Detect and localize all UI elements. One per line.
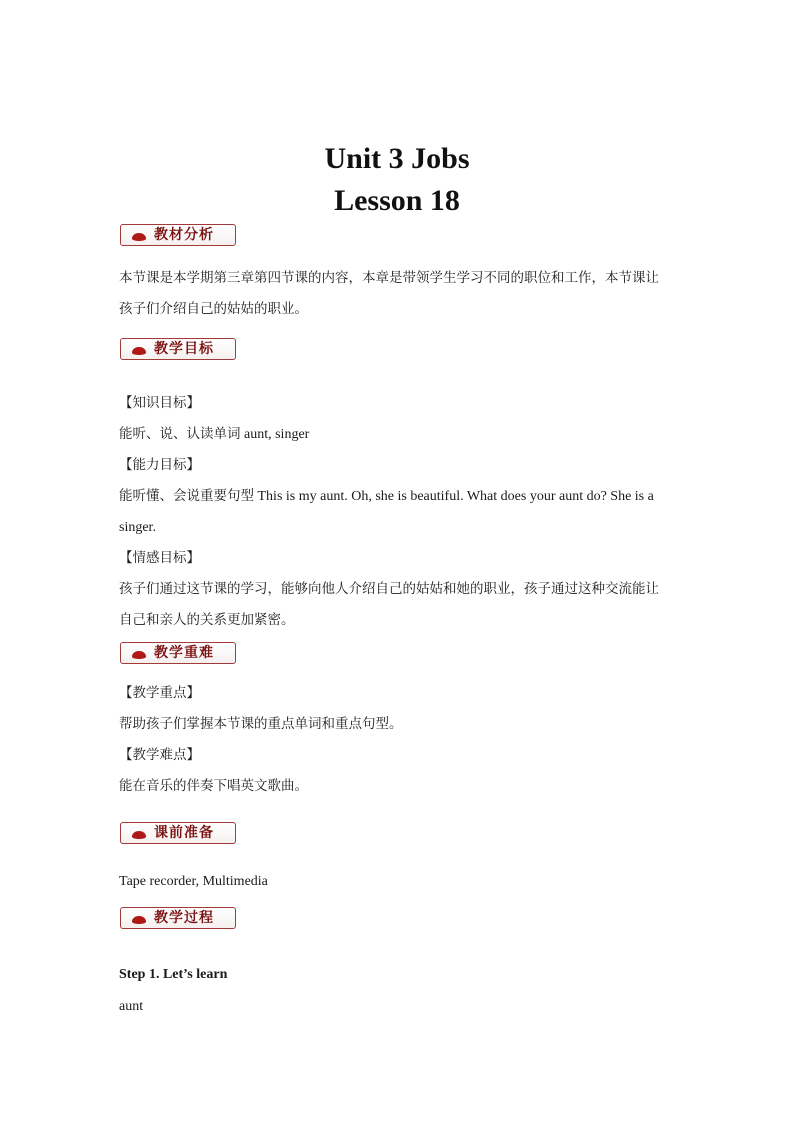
section-label: 教学过程 — [154, 910, 214, 926]
section-label: 课前准备 — [154, 825, 214, 841]
knowledge-text-en: aunt, singer — [240, 427, 310, 442]
analysis-line-2: 孩子们介绍自己的姑姑的职业。 — [119, 301, 308, 317]
emotion-text-line-2: 自己和亲人的关系更加紧密。 — [119, 612, 295, 628]
section-tag-analysis — [120, 224, 238, 248]
lesson-title: Lesson 18 — [334, 184, 460, 217]
ink-drop-icon — [132, 347, 146, 355]
knowledge-text — [119, 419, 675, 450]
ink-drop-icon — [132, 916, 146, 924]
key-difficult-block — [119, 678, 675, 802]
section-tag-process — [120, 907, 238, 931]
section-label: 教学目标 — [154, 341, 214, 357]
difficult-heading: 【教学难点】 — [119, 747, 200, 763]
ink-drop-icon — [132, 233, 146, 241]
key-text: 帮助孩子们掌握本节课的重点单词和重点句型。 — [119, 716, 403, 732]
emotion-text-line-1: 孩子们通过这节课的学习，能够向他人介绍自己的姑姑和她的职业，孩子通过这种交流能让 — [119, 581, 659, 597]
emotion-heading: 【情感目标】 — [119, 550, 200, 566]
unit-title: Unit 3 Jobs — [324, 142, 470, 175]
ability-text-line-1 — [119, 481, 675, 512]
step-1-text: aunt — [119, 999, 144, 1014]
ability-text-cn: 能听懂、会说重要句型 — [119, 488, 254, 504]
section-tag-key-difficult — [120, 642, 238, 666]
key-heading: 【教学重点】 — [119, 685, 200, 701]
knowledge-text-cn: 能听、说、认读单词 — [119, 426, 241, 442]
analysis-line-1: 本节课是本学期第三章第四节课的内容，本章是带领学生学习不同的职位和工作，本节课让 — [119, 270, 659, 286]
ability-heading: 【能力目标】 — [119, 457, 200, 473]
difficult-text: 能在音乐的伴奏下唱英文歌曲。 — [119, 778, 308, 794]
ability-text-line-2: singer. — [119, 520, 156, 535]
objectives-block — [119, 388, 675, 636]
preparation-text: Tape recorder, Multimedia — [119, 874, 268, 889]
section-label: 教材分析 — [154, 227, 214, 243]
section-tag-preparation — [120, 822, 238, 846]
ink-drop-icon — [132, 831, 146, 839]
step-1-heading: Step 1. Let’s learn — [119, 967, 228, 982]
knowledge-heading: 【知识目标】 — [119, 395, 200, 411]
section-tag-objectives — [120, 338, 238, 362]
analysis-paragraph — [119, 263, 675, 325]
section-label: 教学重难 — [154, 645, 214, 661]
ink-drop-icon — [132, 651, 146, 659]
ability-text-en: This is my aunt. Oh, she is beautiful. What does your aunt do? She is a — [254, 489, 654, 504]
